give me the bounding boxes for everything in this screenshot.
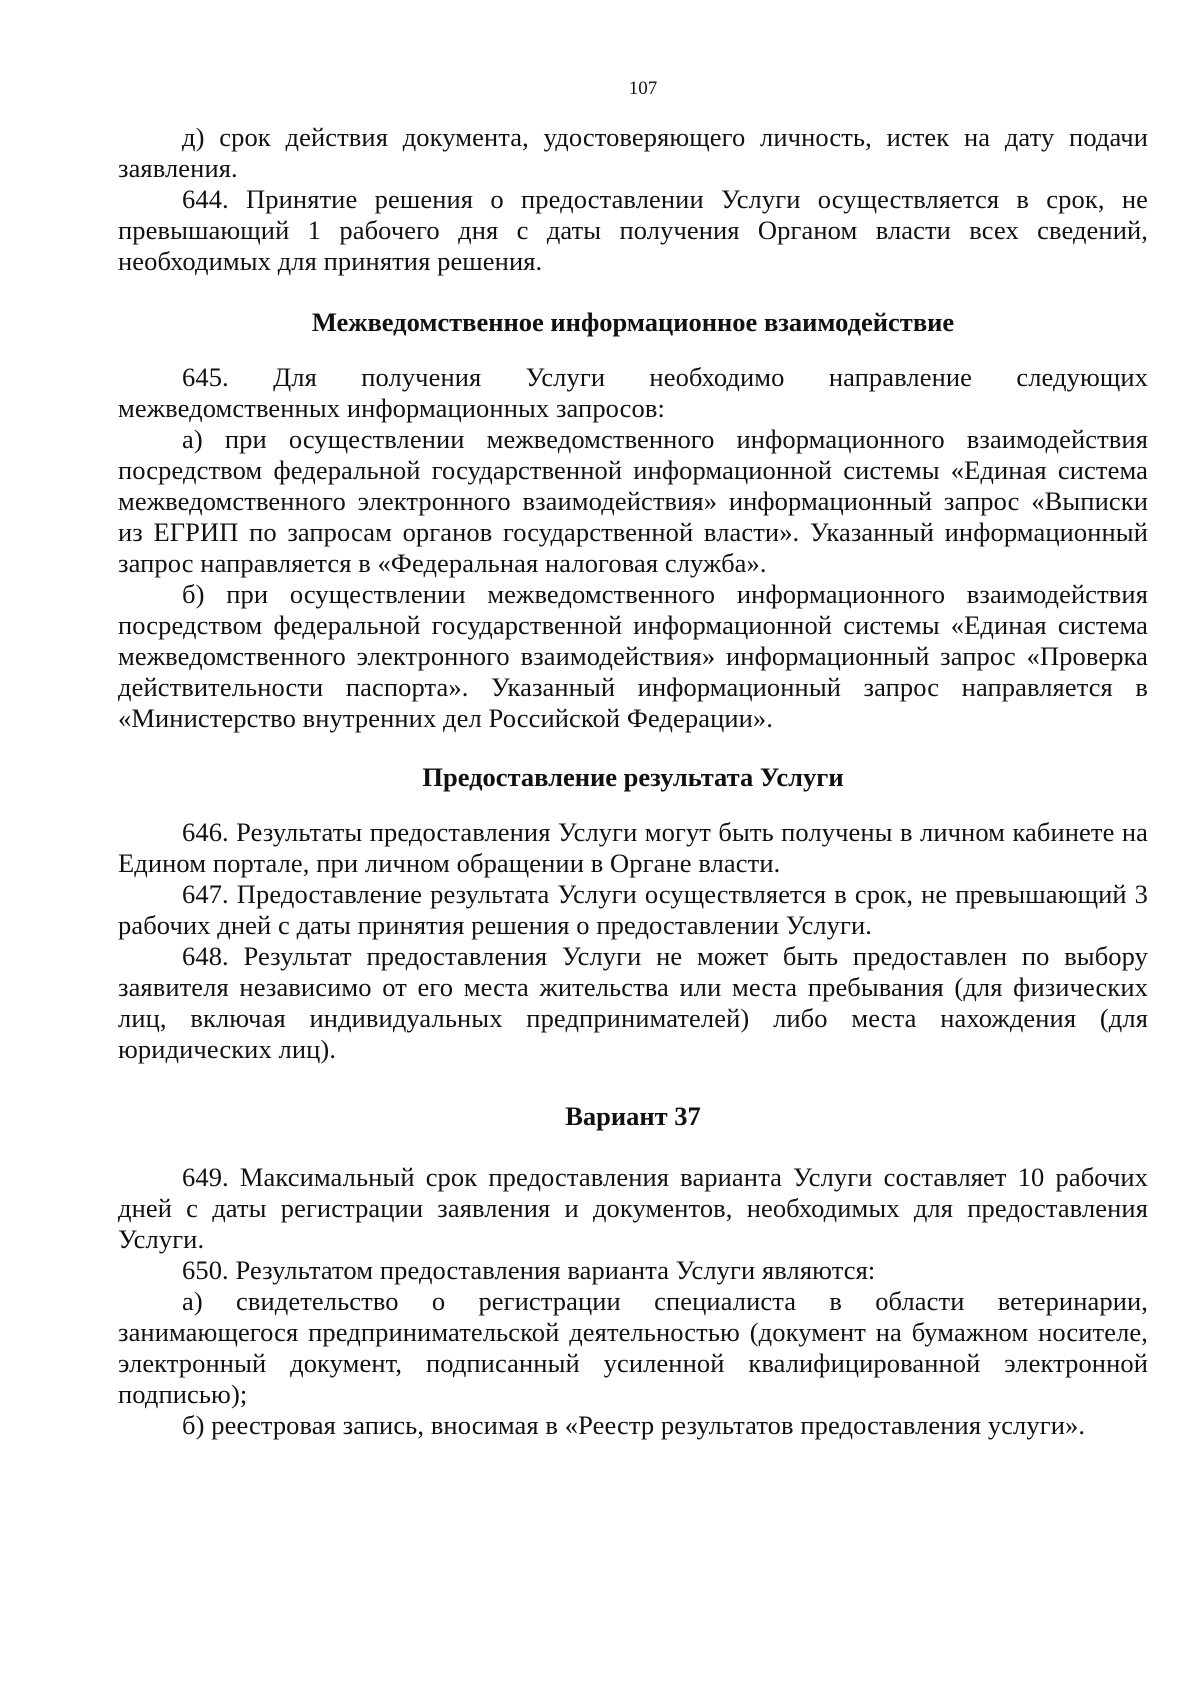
section-heading-result: Предоставление результата Услуги <box>422 762 844 792</box>
paragraph-645: 645. Для получения Услуги необходимо направление следующих межведомственных информационных запросов: <box>118 362 1148 423</box>
section-heading-interagency: Межведомственное информационное взаимодействие <box>311 307 955 337</box>
page-content <box>118 78 1148 1441</box>
paragraph-650: 650. Результатом предоставления варианта Услуги являются: <box>182 1255 876 1285</box>
paragraph-645-a: а) при осуществлении межведомственного информационного взаимодействия посредством федеральной государственной информационной системы «Единая система межведомственного электронного взаимодействия» информационный запрос «Выписки из ЕГРИП по запросам органов государственной власти». Указанный информационный запрос направляется в «Федеральная налоговая служба». <box>118 424 1148 578</box>
paragraph-d-passport-expired: д) срок действия документа, удостоверяющего личность, истек на дату подачи заявления. <box>118 122 1148 183</box>
paragraph-645-b: б) при осуществлении межведомственного информационного взаимодействия посредством федеральной государственной информационной системы «Единая система межведомственного электронного взаимодействия» информационный запрос «Проверка действительности паспорта». Указанный информационный запрос направляется в «Министерство внутренних дел Российской Федерации». <box>118 579 1148 733</box>
section-heading-variant: Вариант 37 <box>565 1101 701 1131</box>
paragraph-650-a: а) свидетельство о регистрации специалиста в области ветеринарии, занимающегося предпринимательской деятельностью (документ на бумажном носителе, электронный документ, подписанный усиленной квалифицированной электронной подписью); <box>118 1286 1148 1409</box>
paragraph-650-b: б) реестровая запись, вносимая в «Реестр результатов предоставления услуги». <box>182 1410 1086 1440</box>
paragraph-647: 647. Предоставление результата Услуги осуществляется в срок, не превышающий 3 рабочих дней с даты принятия решения о предоставлении Услуги. <box>118 879 1148 940</box>
paragraph-649: 649. Максимальный срок предоставления варианта Услуги составляет 10 рабочих дней с даты регистрации заявления и документов, необходимых для предоставления Услуги. <box>118 1162 1148 1254</box>
paragraph-646: 646. Результаты предоставления Услуги могут быть получены в личном кабинете на Едином портале, при личном обращении в Органе власти. <box>118 817 1148 878</box>
paragraph-648: 648. Результат предоставления Услуги не может быть предоставлен по выбору заявителя независимо от его места жительства или места пребывания (для физических лиц, включая индивидуальных предпринимателей) либо места нахождения (для юридических лиц). <box>118 941 1148 1064</box>
page-number: 107 <box>628 78 658 99</box>
paragraph-644: 644. Принятие решения о предоставлении Услуги осуществляется в срок, не превышающий 1 рабочего дня с даты получения Органом власти всех сведений, необходимых для принятия решения. <box>118 184 1148 276</box>
